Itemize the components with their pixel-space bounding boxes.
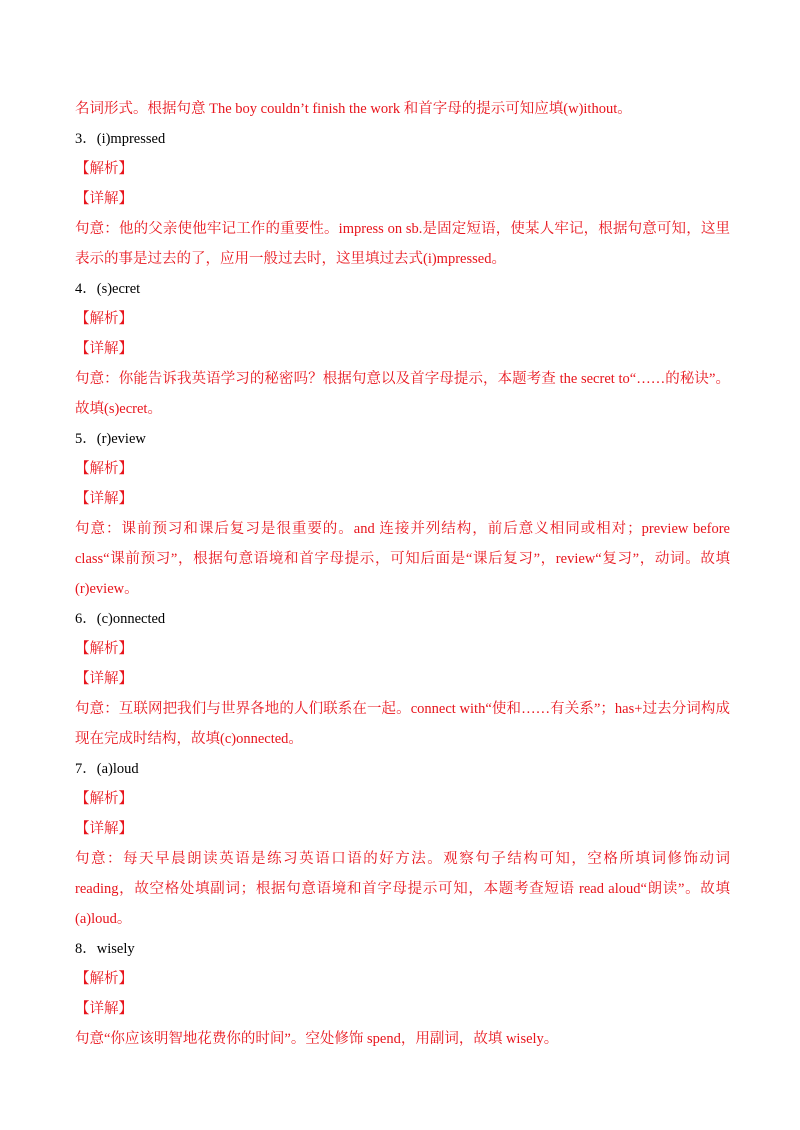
explanation-text: 句意：互联网把我们与世界各地的人们联系在一起。connect with“使和……有关系”；has+过去分词构成现在完成时结构，故填(c)onnected。 <box>75 701 730 747</box>
answer-content <box>75 94 730 1054</box>
explanation-text: 句意：课前预习和课后复习是很重要的。and 连接并列结构，前后意义相同或相对；preview before class“课前预习”，根据句意语境和首字母提示，可知后面是“课后复习”，review“复习”，动词。故填(r)eview。 <box>75 521 730 597</box>
detail-label: 【详解】 <box>75 1001 133 1017</box>
analysis-label: 【解析】 <box>75 791 133 807</box>
analysis-label: 【解析】 <box>75 461 133 477</box>
analysis-label: 【解析】 <box>75 161 133 177</box>
answer-heading: 5．(r)eview <box>75 431 146 447</box>
analysis-label: 【解析】 <box>75 971 133 987</box>
detail-label: 【详解】 <box>75 821 133 837</box>
continued-explanation: 名词形式。根据句意 The boy couldn’t finish the work 和首字母的提示可知应填(w)ithout。 <box>75 101 632 117</box>
answer-heading: 4．(s)ecret <box>75 281 141 297</box>
explanation-text: 句意：你能告诉我英语学习的秘密吗？根据句意以及首字母提示，本题考查 the secret to“……的秘诀”。故填(s)ecret。 <box>75 371 730 417</box>
analysis-label: 【解析】 <box>75 641 133 657</box>
detail-label: 【详解】 <box>75 341 133 357</box>
detail-label: 【详解】 <box>75 671 133 687</box>
explanation-text: 句意“你应该明智地花费你的时间”。空处修饰 spend，用副词，故填 wisely。 <box>75 1031 559 1047</box>
analysis-label: 【解析】 <box>75 311 133 327</box>
explanation-text: 句意：每天早晨朗读英语是练习英语口语的好方法。观察句子结构可知，空格所填词修饰动词 reading，故空格处填副词；根据句意语境和首字母提示可知，本题考查短语 read aloud“朗读”。故填(a)loud。 <box>75 851 730 927</box>
explanation-text: 句意：他的父亲使他牢记工作的重要性。impress on sb.是固定短语，使某人牢记，根据句意可知，这里表示的事是过去的了，应用一般过去时，这里填过去式(i)mpressed。 <box>75 221 730 267</box>
answer-heading: 8．wisely <box>75 941 135 957</box>
answer-heading: 6．(c)onnected <box>75 611 166 627</box>
answer-heading: 7．(a)loud <box>75 761 139 777</box>
detail-label: 【详解】 <box>75 491 133 507</box>
answer-heading: 3．(i)mpressed <box>75 131 166 147</box>
detail-label: 【详解】 <box>75 191 133 207</box>
